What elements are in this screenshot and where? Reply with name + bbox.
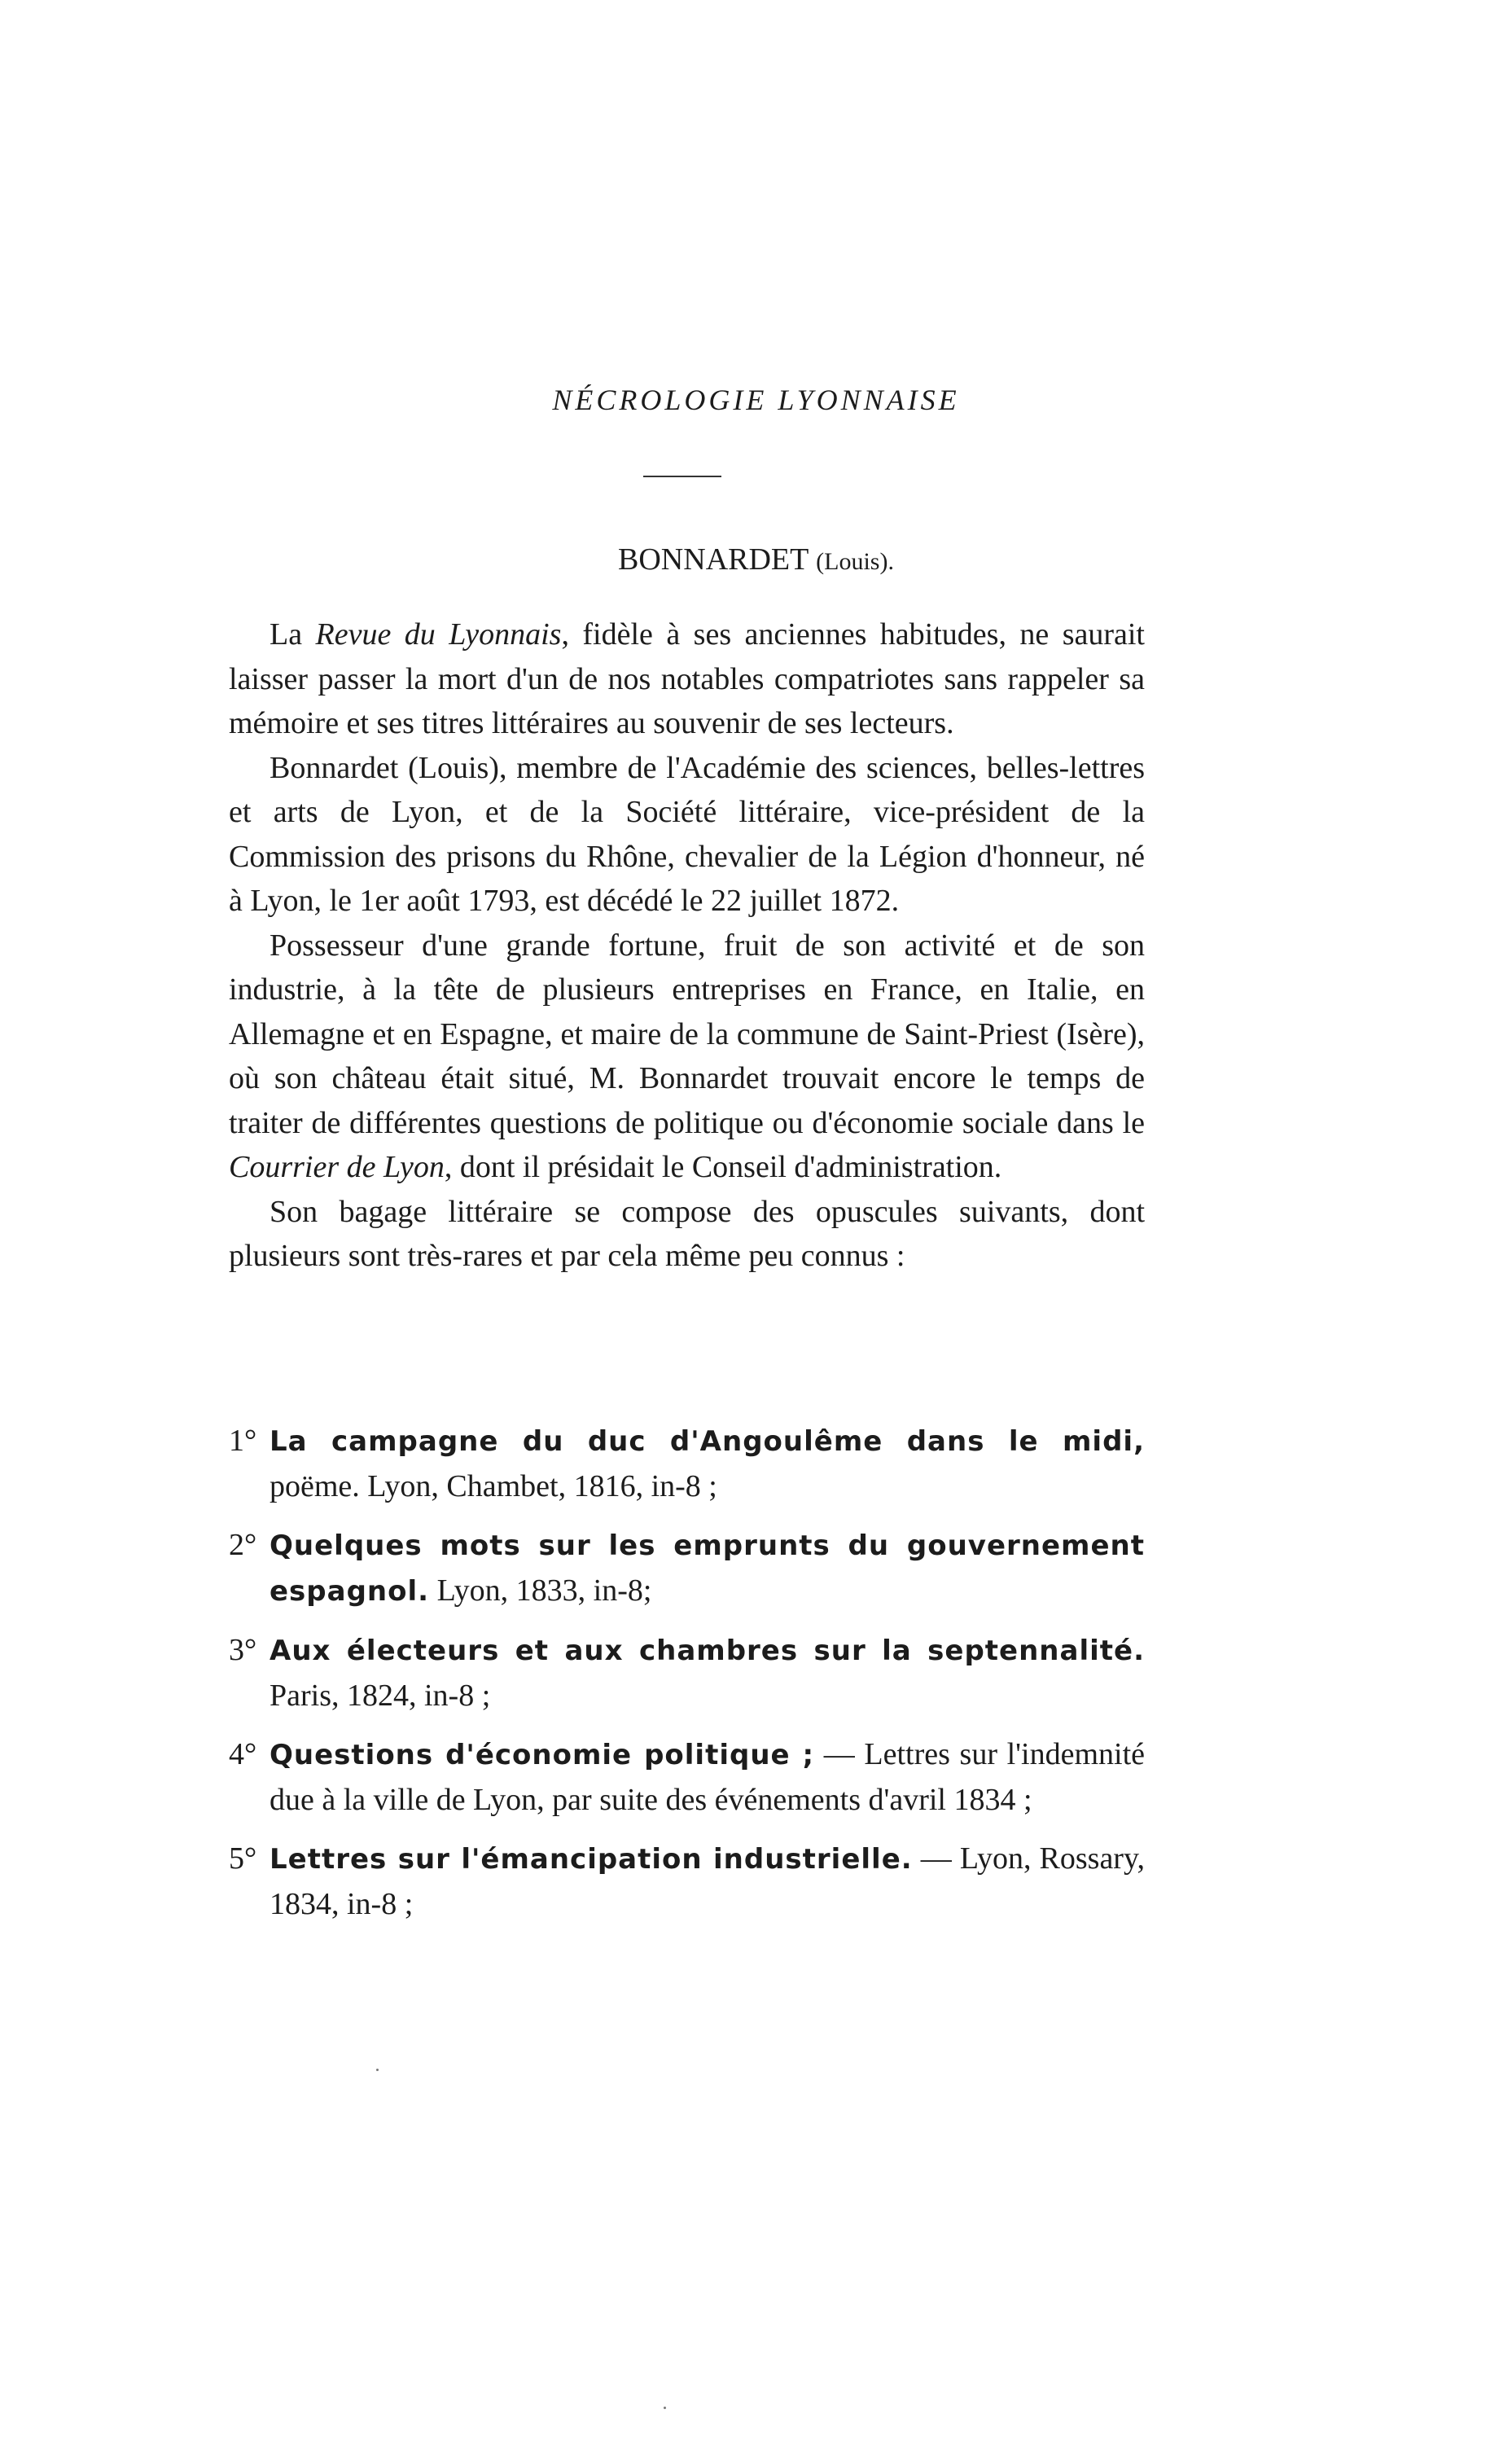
work-title: Questions d'économie politique ; bbox=[270, 1739, 815, 1771]
paragraph-intro bbox=[229, 612, 1145, 746]
work-item bbox=[229, 1419, 1145, 1508]
work-number: 3° bbox=[229, 1633, 257, 1667]
work-number: 1° bbox=[229, 1424, 257, 1458]
journal-title: Revue du Lyonnais bbox=[315, 617, 562, 652]
work-details: Paris, 1824, in-8 ; bbox=[270, 1678, 491, 1713]
paper-speck bbox=[376, 2069, 379, 2071]
paragraph-career-start: Possesseur d'une grande fortune, fruit de son activité et de son industrie, à la tête de plusieurs entreprises en France, en Italie, en Allemagne et en Espagne, et maire de la commune de Saint-Priest (Isère), où son château était situé, M. Bonnardet trouvait encore le temps de traiter de différentes questions de politique ou d'économie sociale dans le bbox=[229, 928, 1145, 1140]
work-item bbox=[229, 1628, 1145, 1718]
article-body bbox=[229, 612, 1145, 1279]
work-number: 5° bbox=[229, 1841, 257, 1876]
newspaper-title: Courrier de Lyon bbox=[229, 1150, 445, 1184]
article-title bbox=[0, 542, 1512, 577]
work-details: — Lettres sur l'indemnité due à la ville de Lyon, par suite des événements d'avril 1834 ; bbox=[270, 1737, 1145, 1817]
work-details: — Lyon, Rossary, 1834, in-8 ; bbox=[270, 1841, 1145, 1921]
work-item bbox=[229, 1837, 1145, 1926]
work-details: Lyon, 1833, in-8; bbox=[429, 1573, 652, 1608]
running-header: NÉCROLOGIE LYONNAISE bbox=[552, 384, 960, 416]
paragraph-biography: Bonnardet (Louis), membre de l'Académie des sciences, belles-lettres et arts de Lyon, et de la Société littéraire, vice-président de la Commission des prisons du Rhône, chevalier de la Légion d'honneur, né à Lyon, le 1er août 1793, est décédé le 22 juillet 1872. bbox=[229, 750, 1145, 918]
paragraph-works-intro: Son bagage littéraire se compose des opuscules suivants, dont plusieurs sont très-rares et par cela même peu connus : bbox=[229, 1194, 1145, 1273]
paper-speck bbox=[664, 2407, 666, 2409]
paragraph-intro-start: La bbox=[270, 617, 316, 652]
title-name: BONNARDET bbox=[618, 542, 809, 577]
work-item bbox=[229, 1523, 1145, 1613]
paragraph-career bbox=[229, 924, 1145, 1190]
work-title: Lettres sur l'émancipation industrielle. bbox=[270, 1843, 913, 1876]
work-title: La campagne du duc d'Angoulême dans le midi, bbox=[270, 1425, 1145, 1458]
work-title: Quelques mots sur les emprunts du gouvernement espagnol. bbox=[270, 1529, 1145, 1608]
work-details: poëme. Lyon, Chambet, 1816, in-8 ; bbox=[270, 1468, 717, 1503]
header-rule bbox=[643, 476, 721, 477]
works-list bbox=[229, 1419, 1145, 1941]
work-item bbox=[229, 1732, 1145, 1822]
paragraph-career-end: , dont il présidait le Conseil d'administration. bbox=[444, 1150, 1002, 1184]
paragraph-intro-end: , fidèle à ses anciennes habitudes, ne saurait laisser passer la mort d'un de nos notables compatriotes sans rappeler sa mémoire et ses titres littéraires au souvenir de ses lecteurs. bbox=[229, 617, 1145, 740]
title-first-name: (Louis). bbox=[816, 548, 894, 575]
work-number: 4° bbox=[229, 1737, 257, 1771]
work-number: 2° bbox=[229, 1528, 257, 1562]
work-title: Aux électeurs et aux chambres sur la septennalité. bbox=[270, 1635, 1145, 1667]
